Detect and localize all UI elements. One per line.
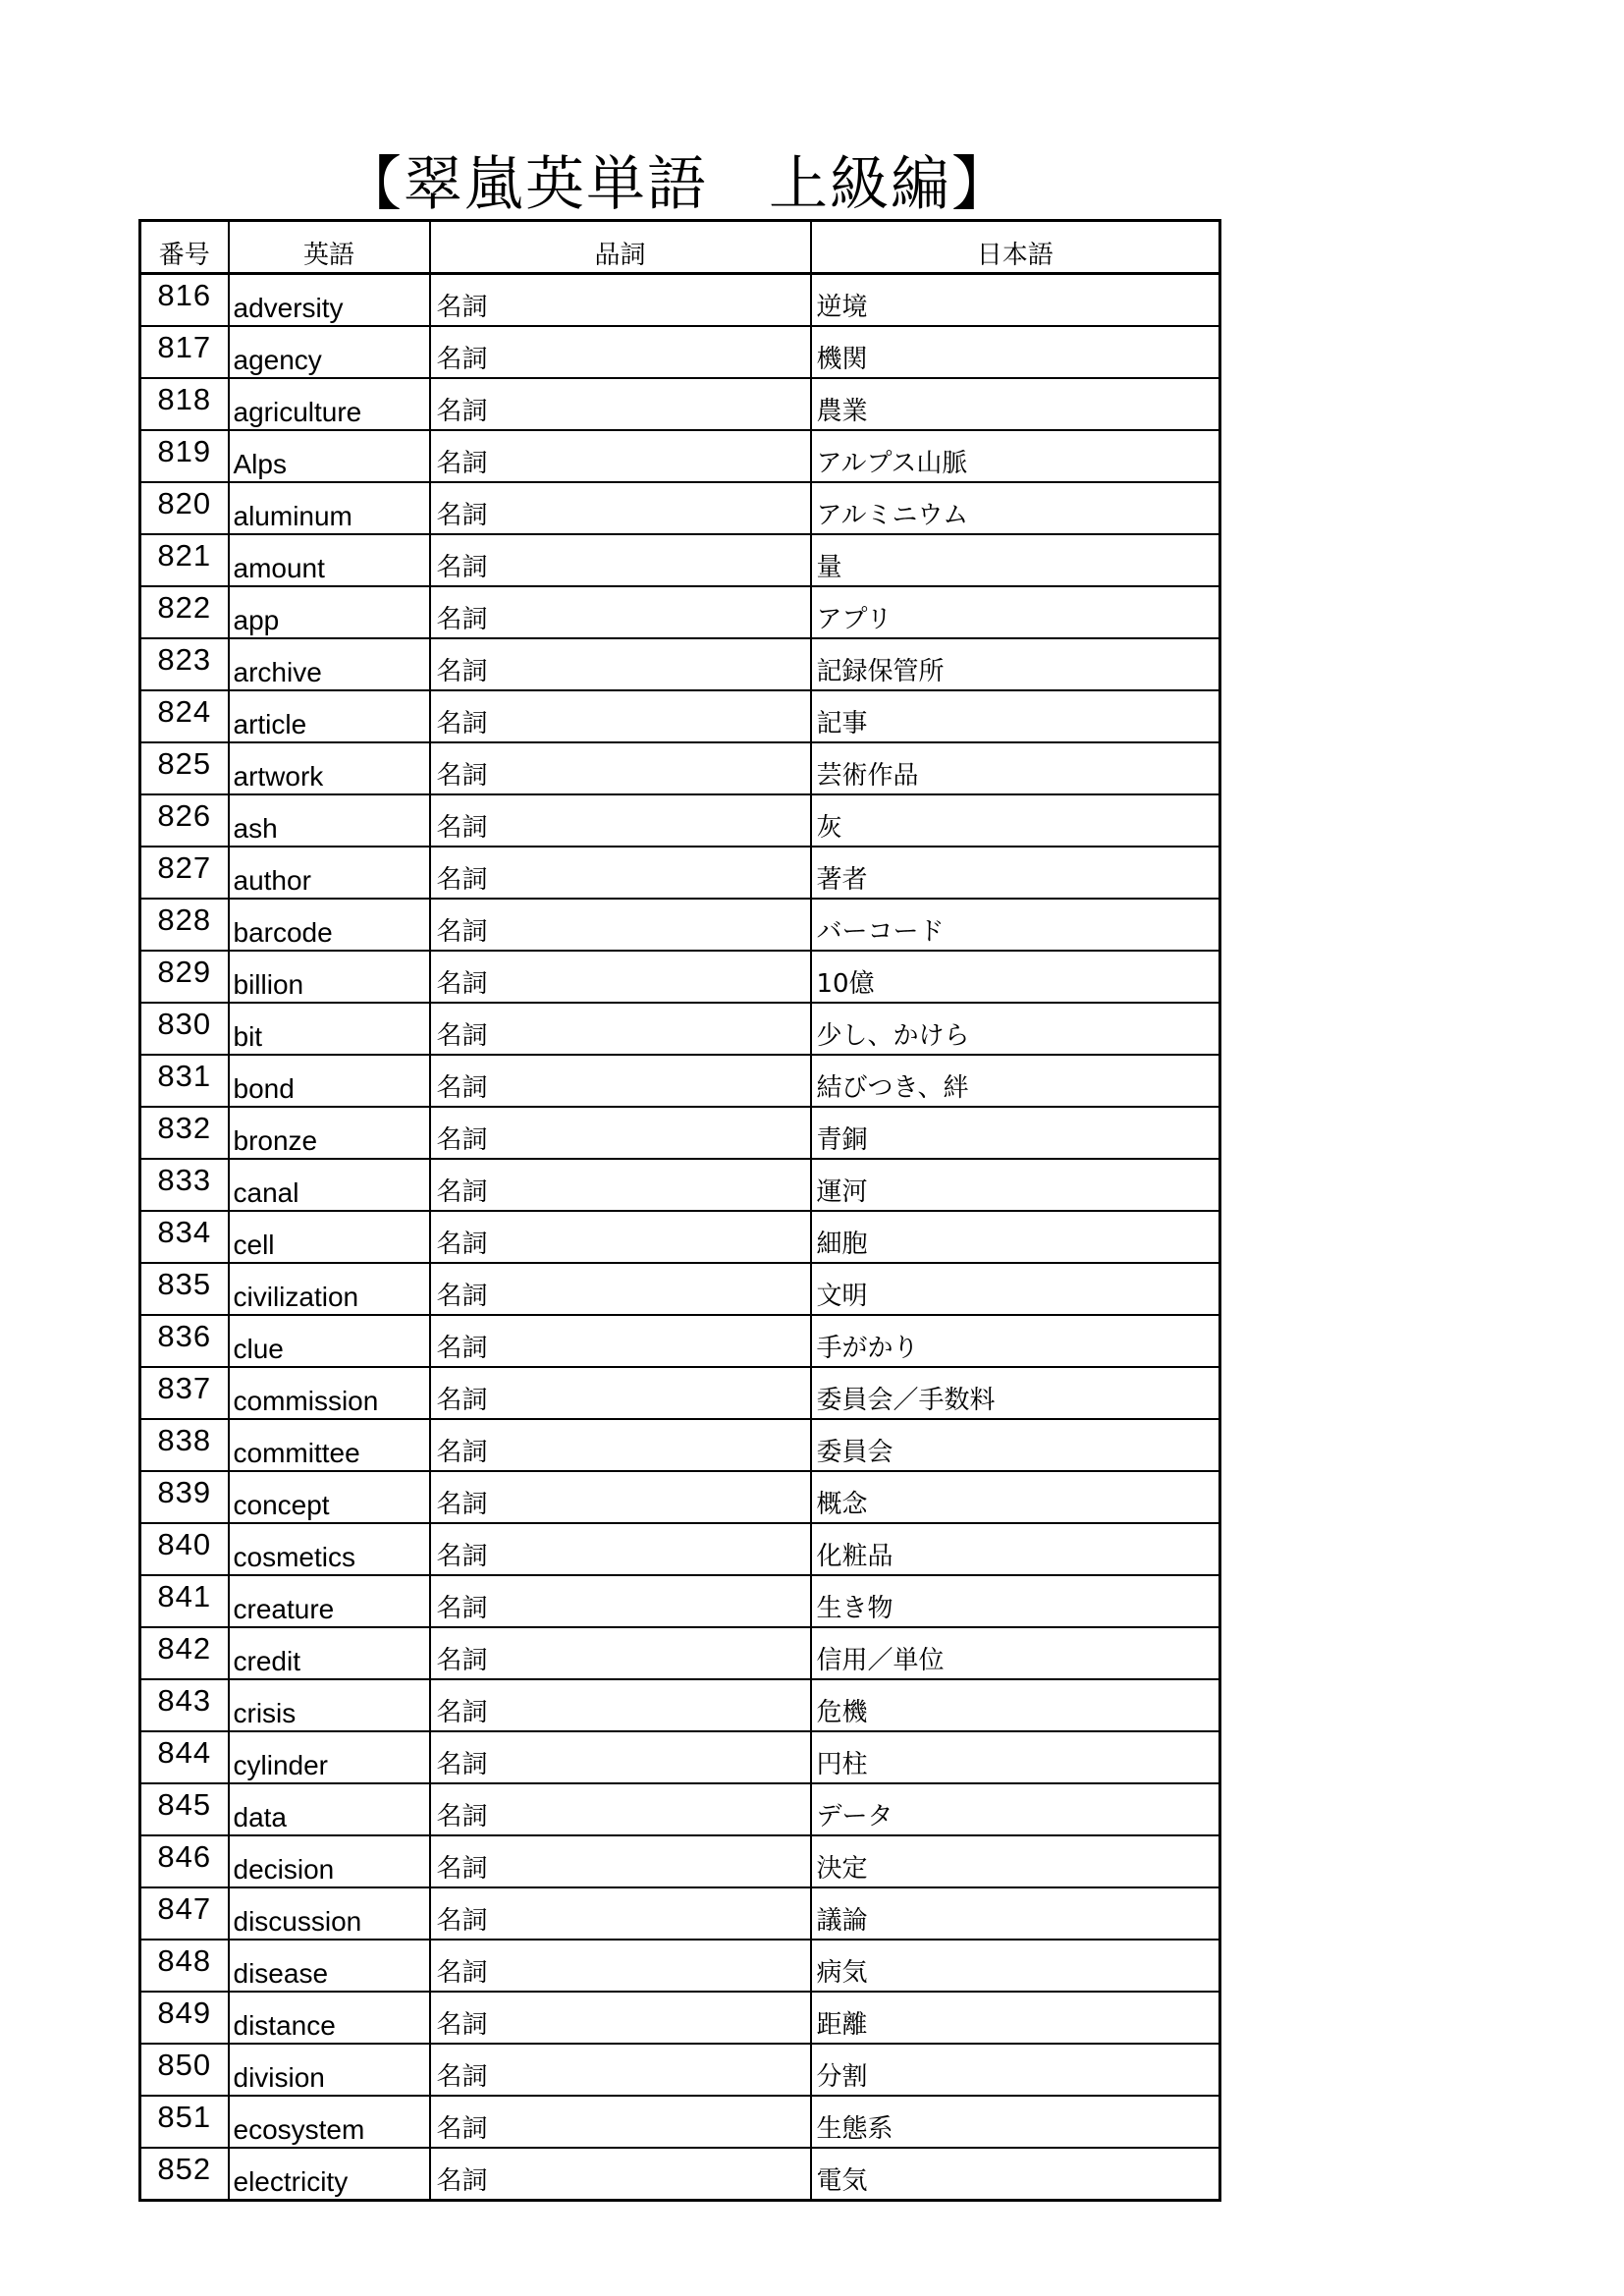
table-row bbox=[140, 1107, 1220, 1159]
part-of-speech: 名詞 bbox=[430, 899, 811, 951]
part-of-speech: 名詞 bbox=[430, 482, 811, 534]
word-number: 832 bbox=[140, 1107, 229, 1159]
table-row bbox=[140, 1575, 1220, 1627]
japanese-meaning: 10億 bbox=[811, 951, 1220, 1003]
header-row bbox=[140, 221, 1220, 274]
japanese-meaning: 機関 bbox=[811, 326, 1220, 378]
part-of-speech: 名詞 bbox=[430, 1835, 811, 1887]
part-of-speech: 名詞 bbox=[430, 794, 811, 847]
japanese-meaning: 逆境 bbox=[811, 274, 1220, 327]
english-word: agriculture bbox=[229, 378, 430, 430]
table-row bbox=[140, 742, 1220, 794]
word-number: 817 bbox=[140, 326, 229, 378]
part-of-speech: 名詞 bbox=[430, 1471, 811, 1523]
word-number: 824 bbox=[140, 690, 229, 742]
table-row bbox=[140, 2148, 1220, 2201]
english-word: cylinder bbox=[229, 1731, 430, 1783]
word-number: 826 bbox=[140, 794, 229, 847]
japanese-meaning: バーコード bbox=[811, 899, 1220, 951]
part-of-speech: 名詞 bbox=[430, 378, 811, 430]
page-title: 【翠嵐英単語 上級編】 bbox=[343, 150, 1012, 219]
word-number: 821 bbox=[140, 534, 229, 586]
part-of-speech: 名詞 bbox=[430, 534, 811, 586]
part-of-speech: 名詞 bbox=[430, 1627, 811, 1679]
word-number: 840 bbox=[140, 1523, 229, 1575]
part-of-speech: 名詞 bbox=[430, 1315, 811, 1367]
table-row bbox=[140, 638, 1220, 690]
japanese-meaning: 農業 bbox=[811, 378, 1220, 430]
word-number: 818 bbox=[140, 378, 229, 430]
part-of-speech: 名詞 bbox=[430, 1575, 811, 1627]
header-english: 英語 bbox=[229, 221, 430, 274]
part-of-speech: 名詞 bbox=[430, 586, 811, 638]
table-row bbox=[140, 1679, 1220, 1731]
japanese-meaning: 灰 bbox=[811, 794, 1220, 847]
table-header bbox=[140, 221, 1220, 274]
japanese-meaning: 青銅 bbox=[811, 1107, 1220, 1159]
japanese-meaning: 概念 bbox=[811, 1471, 1220, 1523]
english-word: credit bbox=[229, 1627, 430, 1679]
japanese-meaning: 運河 bbox=[811, 1159, 1220, 1211]
english-word: clue bbox=[229, 1315, 430, 1367]
table-row bbox=[140, 1159, 1220, 1211]
table-body bbox=[140, 274, 1220, 2201]
english-word: Alps bbox=[229, 430, 430, 482]
table-row bbox=[140, 2096, 1220, 2148]
japanese-meaning: 委員会／手数料 bbox=[811, 1367, 1220, 1419]
word-number: 820 bbox=[140, 482, 229, 534]
japanese-meaning: アルミニウム bbox=[811, 482, 1220, 534]
header-number: 番号 bbox=[140, 221, 229, 274]
english-word: adversity bbox=[229, 274, 430, 327]
part-of-speech: 名詞 bbox=[430, 847, 811, 899]
part-of-speech: 名詞 bbox=[430, 742, 811, 794]
table-row bbox=[140, 1263, 1220, 1315]
word-number: 834 bbox=[140, 1211, 229, 1263]
part-of-speech: 名詞 bbox=[430, 1887, 811, 1940]
english-word: ash bbox=[229, 794, 430, 847]
part-of-speech: 名詞 bbox=[430, 1107, 811, 1159]
english-word: commission bbox=[229, 1367, 430, 1419]
word-number: 836 bbox=[140, 1315, 229, 1367]
word-number: 852 bbox=[140, 2148, 229, 2201]
japanese-meaning: データ bbox=[811, 1783, 1220, 1835]
english-word: ecosystem bbox=[229, 2096, 430, 2148]
english-word: electricity bbox=[229, 2148, 430, 2201]
japanese-meaning: 距離 bbox=[811, 1992, 1220, 2044]
english-word: cell bbox=[229, 1211, 430, 1263]
japanese-meaning: 芸術作品 bbox=[811, 742, 1220, 794]
word-number: 845 bbox=[140, 1783, 229, 1835]
english-word: creature bbox=[229, 1575, 430, 1627]
part-of-speech: 名詞 bbox=[430, 1055, 811, 1107]
english-word: data bbox=[229, 1783, 430, 1835]
table-row bbox=[140, 1940, 1220, 1992]
english-word: distance bbox=[229, 1992, 430, 2044]
table-row bbox=[140, 1783, 1220, 1835]
table-row bbox=[140, 378, 1220, 430]
japanese-meaning: アプリ bbox=[811, 586, 1220, 638]
table-row bbox=[140, 690, 1220, 742]
japanese-meaning: 手がかり bbox=[811, 1315, 1220, 1367]
word-number: 837 bbox=[140, 1367, 229, 1419]
english-word: canal bbox=[229, 1159, 430, 1211]
english-word: civilization bbox=[229, 1263, 430, 1315]
part-of-speech: 名詞 bbox=[430, 1367, 811, 1419]
table-row bbox=[140, 2044, 1220, 2096]
english-word: bond bbox=[229, 1055, 430, 1107]
word-number: 841 bbox=[140, 1575, 229, 1627]
part-of-speech: 名詞 bbox=[430, 1731, 811, 1783]
word-number: 829 bbox=[140, 951, 229, 1003]
word-number: 819 bbox=[140, 430, 229, 482]
word-number: 846 bbox=[140, 1835, 229, 1887]
japanese-meaning: 病気 bbox=[811, 1940, 1220, 1992]
japanese-meaning: 委員会 bbox=[811, 1419, 1220, 1471]
table-row bbox=[140, 1835, 1220, 1887]
part-of-speech: 名詞 bbox=[430, 326, 811, 378]
word-number: 825 bbox=[140, 742, 229, 794]
table-row bbox=[140, 586, 1220, 638]
word-number: 843 bbox=[140, 1679, 229, 1731]
part-of-speech: 名詞 bbox=[430, 1419, 811, 1471]
part-of-speech: 名詞 bbox=[430, 1940, 811, 1992]
word-number: 844 bbox=[140, 1731, 229, 1783]
english-word: artwork bbox=[229, 742, 430, 794]
part-of-speech: 名詞 bbox=[430, 430, 811, 482]
japanese-meaning: 細胞 bbox=[811, 1211, 1220, 1263]
japanese-meaning: 記録保管所 bbox=[811, 638, 1220, 690]
english-word: discussion bbox=[229, 1887, 430, 1940]
table-row bbox=[140, 1055, 1220, 1107]
table-row bbox=[140, 899, 1220, 951]
table-row bbox=[140, 430, 1220, 482]
english-word: bronze bbox=[229, 1107, 430, 1159]
english-word: app bbox=[229, 586, 430, 638]
word-number: 848 bbox=[140, 1940, 229, 1992]
japanese-meaning: 生態系 bbox=[811, 2096, 1220, 2148]
part-of-speech: 名詞 bbox=[430, 690, 811, 742]
table-row bbox=[140, 1419, 1220, 1471]
part-of-speech: 名詞 bbox=[430, 2148, 811, 2201]
table-row bbox=[140, 1731, 1220, 1783]
table-row bbox=[140, 1887, 1220, 1940]
english-word: cosmetics bbox=[229, 1523, 430, 1575]
japanese-meaning: 決定 bbox=[811, 1835, 1220, 1887]
japanese-meaning: 量 bbox=[811, 534, 1220, 586]
part-of-speech: 名詞 bbox=[430, 951, 811, 1003]
english-word: barcode bbox=[229, 899, 430, 951]
english-word: billion bbox=[229, 951, 430, 1003]
table-row bbox=[140, 1627, 1220, 1679]
english-word: agency bbox=[229, 326, 430, 378]
part-of-speech: 名詞 bbox=[430, 1211, 811, 1263]
word-number: 839 bbox=[140, 1471, 229, 1523]
word-number: 847 bbox=[140, 1887, 229, 1940]
japanese-meaning: 記事 bbox=[811, 690, 1220, 742]
part-of-speech: 名詞 bbox=[430, 1679, 811, 1731]
vocabulary-table bbox=[138, 219, 1221, 2202]
english-word: amount bbox=[229, 534, 430, 586]
word-number: 851 bbox=[140, 2096, 229, 2148]
japanese-meaning: 少し、かけら bbox=[811, 1003, 1220, 1055]
japanese-meaning: アルプス山脈 bbox=[811, 430, 1220, 482]
english-word: aluminum bbox=[229, 482, 430, 534]
part-of-speech: 名詞 bbox=[430, 1783, 811, 1835]
table-row bbox=[140, 1471, 1220, 1523]
part-of-speech: 名詞 bbox=[430, 638, 811, 690]
table-row bbox=[140, 847, 1220, 899]
japanese-meaning: 生き物 bbox=[811, 1575, 1220, 1627]
table-row bbox=[140, 1211, 1220, 1263]
table-row bbox=[140, 1523, 1220, 1575]
header-japanese: 日本語 bbox=[811, 221, 1220, 274]
table-row bbox=[140, 1003, 1220, 1055]
english-word: disease bbox=[229, 1940, 430, 1992]
english-word: bit bbox=[229, 1003, 430, 1055]
table-row bbox=[140, 326, 1220, 378]
table-row bbox=[140, 794, 1220, 847]
word-number: 850 bbox=[140, 2044, 229, 2096]
header-part-of-speech: 品詞 bbox=[430, 221, 811, 274]
part-of-speech: 名詞 bbox=[430, 1263, 811, 1315]
part-of-speech: 名詞 bbox=[430, 1159, 811, 1211]
word-number: 831 bbox=[140, 1055, 229, 1107]
word-number: 849 bbox=[140, 1992, 229, 2044]
part-of-speech: 名詞 bbox=[430, 2044, 811, 2096]
japanese-meaning: 議論 bbox=[811, 1887, 1220, 1940]
english-word: crisis bbox=[229, 1679, 430, 1731]
table-row bbox=[140, 951, 1220, 1003]
word-number: 830 bbox=[140, 1003, 229, 1055]
japanese-meaning: 信用／単位 bbox=[811, 1627, 1220, 1679]
japanese-meaning: 危機 bbox=[811, 1679, 1220, 1731]
word-number: 828 bbox=[140, 899, 229, 951]
part-of-speech: 名詞 bbox=[430, 2096, 811, 2148]
word-number: 838 bbox=[140, 1419, 229, 1471]
table-row bbox=[140, 1315, 1220, 1367]
word-number: 842 bbox=[140, 1627, 229, 1679]
table-row bbox=[140, 1367, 1220, 1419]
english-word: decision bbox=[229, 1835, 430, 1887]
word-number: 822 bbox=[140, 586, 229, 638]
english-word: article bbox=[229, 690, 430, 742]
part-of-speech: 名詞 bbox=[430, 1523, 811, 1575]
japanese-meaning: 円柱 bbox=[811, 1731, 1220, 1783]
english-word: archive bbox=[229, 638, 430, 690]
word-number: 823 bbox=[140, 638, 229, 690]
japanese-meaning: 文明 bbox=[811, 1263, 1220, 1315]
table-row bbox=[140, 1992, 1220, 2044]
english-word: author bbox=[229, 847, 430, 899]
japanese-meaning: 分割 bbox=[811, 2044, 1220, 2096]
part-of-speech: 名詞 bbox=[430, 1003, 811, 1055]
english-word: concept bbox=[229, 1471, 430, 1523]
english-word: division bbox=[229, 2044, 430, 2096]
word-number: 816 bbox=[140, 274, 229, 327]
word-number: 827 bbox=[140, 847, 229, 899]
japanese-meaning: 著者 bbox=[811, 847, 1220, 899]
part-of-speech: 名詞 bbox=[430, 1992, 811, 2044]
table-row bbox=[140, 534, 1220, 586]
word-number: 833 bbox=[140, 1159, 229, 1211]
table-row bbox=[140, 274, 1220, 327]
japanese-meaning: 化粧品 bbox=[811, 1523, 1220, 1575]
table-row bbox=[140, 482, 1220, 534]
word-number: 835 bbox=[140, 1263, 229, 1315]
japanese-meaning: 電気 bbox=[811, 2148, 1220, 2201]
english-word: committee bbox=[229, 1419, 430, 1471]
japanese-meaning: 結びつき、絆 bbox=[811, 1055, 1220, 1107]
part-of-speech: 名詞 bbox=[430, 274, 811, 327]
